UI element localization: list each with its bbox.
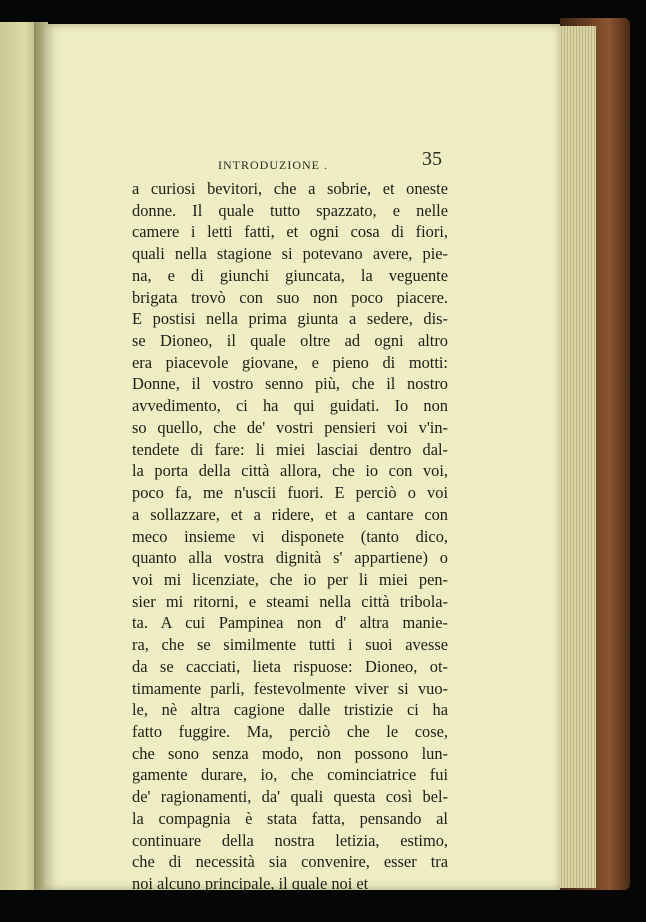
text-line: donne. Il quale tutto spazzato, e nelle	[132, 200, 448, 220]
text-line: che sono senza modo, non possono lun-	[132, 743, 448, 763]
text-line: so quello, che de' vostri pensieri voi v'in-	[132, 417, 448, 437]
text-line: poco fa, me n'uscii fuori. E perciò o voi	[132, 483, 448, 503]
page-number: 35	[422, 148, 442, 170]
text-line: continuare della nostra letizia, estimo,	[132, 830, 448, 850]
text-line: meco insieme vi disponete (tanto dico,	[132, 526, 448, 546]
text-line: E postisi nella prima giunta a sedere, dis-	[132, 309, 448, 329]
text-line: Donne, il vostro senno più, che il nostro	[132, 374, 448, 394]
text-line: era piacevole giovane, e pieno di motti:	[132, 352, 448, 372]
text-line: le, nè altra cagione dalle tristizie ci ha	[132, 700, 448, 720]
text-line: a sollazzare, et a ridere, et a cantare con	[132, 504, 448, 524]
text-line: la compagnia è stata fatta, pensando al	[132, 808, 448, 828]
text-line: noi alcuno principale, il quale noi et	[132, 874, 369, 893]
text-line: de' ragionamenti, da' quali questa così bel-	[132, 787, 448, 807]
text-line: camere i letti fatti, et ogni cosa di fiori,	[132, 222, 448, 242]
text-line: fatto fuggire. Ma, perciò che le cose,	[132, 721, 448, 741]
text-line: tendete di fare: li miei lasciai dentro dal-	[132, 439, 448, 459]
text-line: se Dioneo, il quale oltre ad ogni altro	[132, 331, 448, 351]
text-line: sier mi ritorni, e steami nella città tribola-	[132, 591, 448, 611]
book-page	[44, 24, 560, 893]
text-line: timamente parli, festevolmente viver si vuo-	[132, 678, 448, 698]
text-line: ta. A cui Pampinea non d' altra manie-	[132, 613, 448, 633]
text-line: na, e di giunchi giuncata, la veguente	[132, 265, 448, 285]
text-line: ra, che se similmente tutti i suoi avesse	[132, 635, 448, 655]
text-line: quali nella stagione si potevano avere, pie-	[132, 244, 448, 264]
running-head: INTRODUZIONE .	[218, 158, 328, 172]
page-header	[130, 134, 460, 174]
text-line: quanto alla vostra dignità s' appartiene) o	[132, 548, 448, 568]
body-text	[132, 178, 448, 895]
text-line: che di necessità sia convenire, esser tra	[132, 852, 448, 872]
text-line: la porta della città allora, che io con voi,	[132, 461, 448, 481]
text-line: avvedimento, ci ha qui guidati. Io non	[132, 396, 448, 416]
text-line: voi mi licenziate, che io per li miei pen-	[132, 569, 448, 589]
text-line: a curiosi bevitori, che a sobrie, et oneste	[132, 179, 448, 198]
text-line: brigata trovò con suo non poco piacere.	[132, 287, 448, 307]
text-line: gamente durare, io, che cominciatrice fui	[132, 765, 448, 785]
text-line: da se cacciati, lieta rispuose: Dioneo, ot-	[132, 656, 448, 676]
